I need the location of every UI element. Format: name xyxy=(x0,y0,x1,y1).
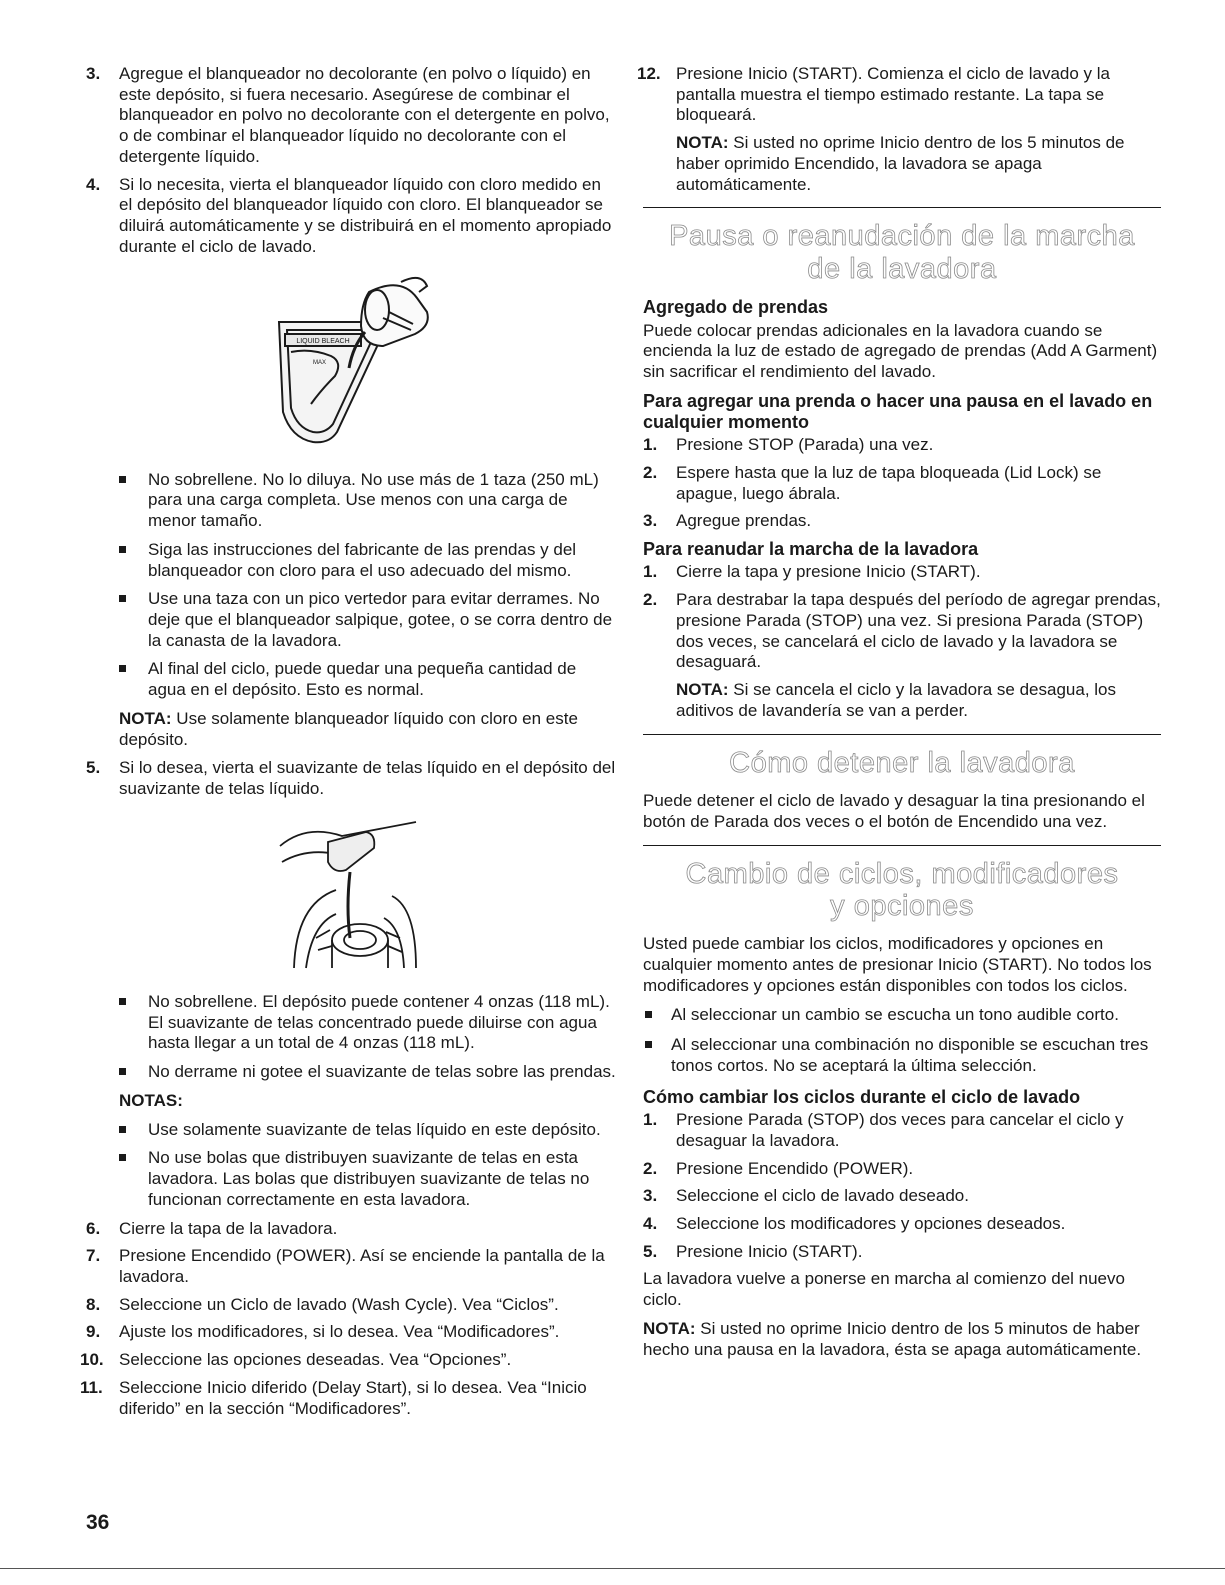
step-4 xyxy=(86,175,616,258)
step-3 xyxy=(86,64,616,168)
step-number: 5. xyxy=(643,1241,658,1261)
step-text: Presione STOP (Parada) una vez. xyxy=(676,435,934,455)
step-8 xyxy=(86,1295,616,1316)
step-number: 2. xyxy=(643,590,658,610)
step-number: 2. xyxy=(643,1158,658,1178)
step-number: 4. xyxy=(86,174,101,194)
step-number: 4. xyxy=(643,1214,658,1234)
step-text: Presione Inicio (START). xyxy=(676,1241,863,1261)
step-text: Cierre la tapa y presione Inicio (START). xyxy=(676,562,981,582)
step-text: Para destrabar la tapa después del período de agregar prendas, presione Parada (STOP) una vez. Si presiona Parada (STOP) dos veces, se cancelará el ciclo de lavado y la lavadora se desaguará. xyxy=(676,590,1161,672)
step-10 xyxy=(80,1350,616,1371)
step-text: Ajuste los modificadores, si lo desea. Vea “Modificadores”. xyxy=(119,1322,560,1342)
step-number: 10. xyxy=(80,1350,104,1370)
section-divider xyxy=(643,207,1161,208)
agregar-step xyxy=(643,435,1161,456)
reanudar-note xyxy=(643,680,1161,721)
step-number: 1. xyxy=(643,562,658,582)
step-9 xyxy=(86,1322,616,1343)
step-text: Seleccione un Ciclo de lavado (Wash Cycle). Vea “Ciclos”. xyxy=(119,1294,559,1314)
bleach-bullet: No sobrellene. No lo diluya. No use más de 1 taza (250 mL) para una carga completa. Use menos con una carga de menor tamaño. xyxy=(86,470,616,532)
step-5 xyxy=(86,758,616,799)
step-number: 9. xyxy=(86,1322,101,1342)
step-text: Seleccione los modificadores y opciones deseados. xyxy=(676,1214,1066,1234)
step-text: Si lo necesita, vierta el blanqueador líquido con cloro medido en el depósito del blanqueador líquido con cloro. El blanqueador se diluirá automáticamente y se distribuirá en el momento apropiado durante el ciclo de lavado. xyxy=(119,174,612,256)
note-label: NOTA: xyxy=(676,133,729,153)
softener-bullet: No sobrellene. El depósito puede contener 4 onzas (118 mL). El suavizante de telas concentrado puede diluirse con agua hasta llegar a un total de 4 onzas (118 mL). xyxy=(86,992,616,1054)
step-text: Agregue prendas. xyxy=(676,511,812,531)
agregar-step xyxy=(643,463,1161,504)
softener-dispenser-illustration xyxy=(276,818,426,978)
bleach-max-text: MAX xyxy=(313,359,327,366)
final-note xyxy=(643,1319,1161,1360)
agregar-step xyxy=(643,511,1161,532)
step-text: Espere hasta que la luz de tapa bloqueada (Lid Lock) se apague, luego ábrala. xyxy=(676,462,1102,503)
notas-bullet: Use solamente suavizante de telas líquido en este depósito. xyxy=(86,1120,616,1141)
section-divider xyxy=(643,734,1161,735)
notas-bullet: No use bolas que distribuyen suavizante de telas en esta lavadora. Las bolas que distribuyen suavizante de telas no funcionan correctamente en esta lavadora. xyxy=(86,1148,616,1210)
step-text: Presione Encendido (POWER). xyxy=(676,1158,914,1178)
bleach-bullet: Use una taza con un pico vertedor para evitar derrames. No deje que el blanqueador salpique, gotee, o se corra dentro de la canasta de la lavadora. xyxy=(86,589,616,651)
pausa-title-line: de la lavadora xyxy=(807,252,997,285)
note-label: NOTA: xyxy=(119,708,172,728)
agregado-heading: Agregado de prendas xyxy=(643,297,829,318)
cambio-bullet: Al seleccionar una combinación no disponible se escuchan tres tonos cortos. No se aceptará la última selección. xyxy=(643,1035,1161,1076)
step-number: 2. xyxy=(643,462,658,482)
notas-label: NOTAS: xyxy=(119,1090,183,1110)
step-text: Agregue el blanqueador no decolorante (en polvo o líquido) en este depósito, si fuera necesario. Asegúrese de combinar el blanqueador en polvo no decolorante con el detergente en polvo, o de combinar el blanqueador líquido no decolorante con el detergente líquido. xyxy=(119,64,610,166)
step-number: 3. xyxy=(86,64,101,83)
note-text: Si se cancela el ciclo y la lavadora se desagua, los aditivos de lavandería se van a perder. xyxy=(676,680,1117,720)
step-number: 6. xyxy=(86,1218,101,1238)
step-number: 7. xyxy=(86,1246,101,1266)
step-text: Presione Inicio (START). Comienza el ciclo de lavado y la pantalla muestra el tiempo estimado restante. La tapa se bloqueará. xyxy=(676,64,1110,125)
bleach-bullet: Siga las instrucciones del fabricante de las prendas y del blanqueador con cloro para el uso adecuado del mismo. xyxy=(86,540,616,581)
cambio-text: Usted puede cambiar los ciclos, modificadores y opciones en cualquier momento antes de presionar Inicio (START). No todos los modificadores y opciones están disponibles con todos los ciclos. xyxy=(643,934,1152,995)
cambiar-step xyxy=(643,1214,1161,1235)
right-column xyxy=(637,64,1161,1368)
footer-rule xyxy=(0,1568,1225,1569)
step-number: 1. xyxy=(643,1110,658,1130)
cambiar-step xyxy=(643,1159,1161,1180)
agregar-heading: Para agregar una prenda o hacer una pausa en el lavado en cualquier momento xyxy=(643,390,1153,433)
step-number: 11. xyxy=(80,1377,103,1397)
step-text: Presione Parada (STOP) dos veces para cancelar el ciclo y desaguar la lavadora. xyxy=(676,1110,1124,1150)
detener-section-title: Cómo detener la lavadora xyxy=(729,746,1075,779)
note-text: Use solamente blanqueador líquido con cloro en este depósito. xyxy=(119,708,578,749)
step-number: 8. xyxy=(86,1294,101,1314)
bleach-bullet: Al final del ciclo, puede quedar una pequeña cantidad de agua en el depósito. Esto es normal. xyxy=(86,659,616,700)
page-number: 36 xyxy=(86,1511,110,1534)
bleach-note xyxy=(86,709,616,750)
pausa-section-title xyxy=(643,220,1161,285)
vuelve-text: La lavadora vuelve a ponerse en marcha al comienzo del nuevo ciclo. xyxy=(643,1269,1125,1310)
note-label: NOTA: xyxy=(676,680,729,700)
cambio-title-line: Cambio de ciclos, modificadores xyxy=(685,857,1119,890)
step-text: Cierre la tapa de la lavadora. xyxy=(119,1218,338,1238)
step-text: Seleccione las opciones deseadas. Vea “Opciones”. xyxy=(119,1350,512,1370)
como-cambiar-heading: Cómo cambiar los ciclos durante el ciclo de lavado xyxy=(643,1086,1081,1107)
left-column xyxy=(80,64,616,1426)
cambio-title-line: y opciones xyxy=(830,889,974,922)
bleach-dispenser-illustration xyxy=(251,272,451,452)
reanudar-step xyxy=(643,590,1161,673)
step-text: Seleccione el ciclo de lavado deseado. xyxy=(676,1186,969,1206)
step-text: Si lo desea, vierta el suavizante de telas líquido en el depósito del suavizante de telas líquido. xyxy=(119,758,616,799)
step-7 xyxy=(86,1246,616,1287)
agregado-text: Puede colocar prendas adicionales en la lavadora cuando se encienda la luz de estado de agregado de prendas (Add A Garment) sin sacrificar el rendimiento del lavado. xyxy=(643,320,1158,382)
step-number: 5. xyxy=(86,758,101,778)
cambiar-step xyxy=(643,1186,1161,1207)
bleach-label-text: LIQUID BLEACH xyxy=(296,337,350,345)
reanudar-step xyxy=(643,562,1161,583)
detener-text: Puede detener el ciclo de lavado y desaguar la tina presionando el botón de Parada dos veces o el botón de Encendido una vez. xyxy=(643,791,1145,831)
cambio-section-title xyxy=(643,858,1161,923)
pausa-title-line: Pausa o reanudación de la marcha xyxy=(669,220,1135,253)
step-number: 1. xyxy=(643,435,658,455)
step-6 xyxy=(86,1219,616,1240)
cambiar-step xyxy=(643,1110,1161,1151)
cambiar-step xyxy=(643,1242,1161,1263)
step-12 xyxy=(637,64,1161,126)
reanudar-heading: Para reanudar la marcha de la lavadora xyxy=(643,539,979,560)
step-number: 12. xyxy=(637,64,661,83)
step-number: 3. xyxy=(643,1186,658,1206)
step-text: Seleccione Inicio diferido (Delay Start), si lo desea. Vea “Inicio diferido” en la sección “Modificadores”. xyxy=(119,1377,587,1418)
note-text: Si usted no oprime Inicio dentro de los 5 minutos de haber oprimido Encendido, la lavadora se apaga automáticamente. xyxy=(676,133,1125,194)
note-label: NOTA: xyxy=(643,1318,696,1338)
section-divider xyxy=(643,845,1161,846)
step-11 xyxy=(80,1377,616,1419)
softener-bullet: No derrame ni gotee el suavizante de telas sobre las prendas. xyxy=(86,1062,616,1083)
step-number: 3. xyxy=(643,511,658,531)
cambio-bullet: Al seleccionar un cambio se escucha un tono audible corto. xyxy=(643,1005,1161,1026)
note-text: Si usted no oprime Inicio dentro de los 5 minutos de haber hecho una pausa en la lavadora, ésta se apaga automáticamente. xyxy=(643,1318,1142,1359)
start-note xyxy=(643,133,1161,195)
step-text: Presione Encendido (POWER). Así se enciende la pantalla de la lavadora. xyxy=(119,1246,605,1286)
